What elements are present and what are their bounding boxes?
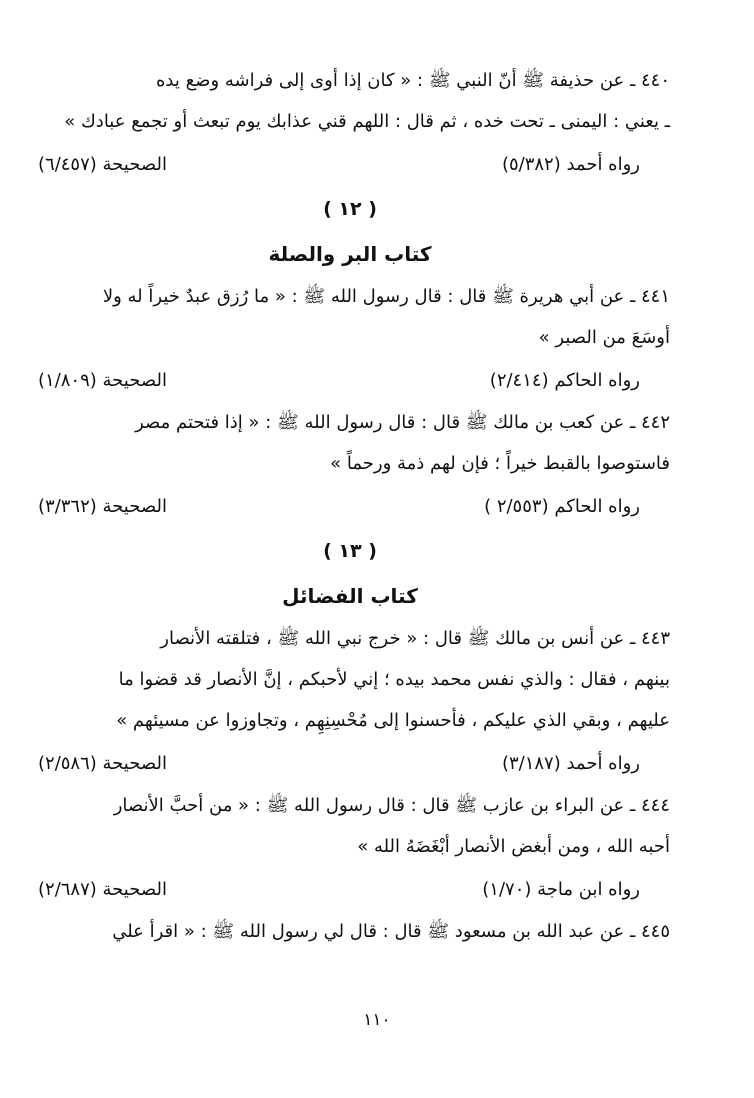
chapter-title-fadail: كتاب الفضائل — [282, 584, 418, 608]
hadith-442-line-2: فاستوصوا بالقبط خيراً ؛ فإن لهم ذمة ورحماً » — [330, 453, 670, 474]
hadith-441-reference — [30, 358, 670, 402]
book-page — [30, 60, 670, 1060]
hadith-442-reference — [30, 484, 670, 528]
hadith-442-grade: الصحيحة (٣/٣٦٢) — [38, 495, 167, 517]
hadith-443-grade: الصحيحة (٢/٥٨٦) — [38, 752, 167, 774]
chapter-title-birr: كتاب البر والصلة — [268, 242, 432, 266]
hadith-441-line-2: أوسَعَ من الصبر » — [538, 327, 670, 348]
section-number-12: ( ١٢ ) — [323, 198, 377, 220]
hadith-443-line-1: ٤٤٣ ـ عن أنس بن مالك ﷺ قال : « خرج نبي الله ﷺ ، فتلقته الأنصار — [160, 628, 670, 649]
hadith-441-source: رواه الحاكم (٢/٤١٤) — [489, 369, 640, 391]
hadith-440-line-1: ٤٤٠ ـ عن حذيفة ﷺ أنّ النبي ﷺ : « كان إذا أوى إلى فراشه وضع يده — [155, 70, 670, 91]
hadith-444-line-1: ٤٤٤ ـ عن البراء بن عازب ﷺ قال : قال رسول الله ﷺ : « من أحبَّ الأنصار — [113, 795, 670, 816]
hadith-443-reference — [30, 741, 670, 785]
hadith-440-reference — [30, 142, 670, 186]
hadith-445-line-1: ٤٤٥ ـ عن عبد الله بن مسعود ﷺ قال : قال لي رسول الله ﷺ : « اقرأ علي — [112, 921, 670, 942]
hadith-440-source: رواه أحمد (٥/٣٨٢) — [501, 153, 640, 175]
hadith-444-reference — [30, 867, 670, 911]
hadith-442-line-1: ٤٤٢ ـ عن كعب بن مالك ﷺ قال : قال رسول الله ﷺ : « إذا فتحتم مصر — [135, 412, 670, 433]
hadith-441-grade: الصحيحة (١/٨٠٩) — [38, 369, 167, 391]
section-number-13: ( ١٣ ) — [323, 540, 377, 562]
hadith-444-grade: الصحيحة (٢/٦٨٧) — [38, 878, 167, 900]
hadith-443-source: رواه أحمد (٣/١٨٧) — [501, 752, 640, 774]
hadith-442-source: رواه الحاكم (٢/٥٥٣ ) — [484, 495, 640, 517]
hadith-444-line-2: أحبه الله ، ومن أبغض الأنصار أبْغَضَهُ الله » — [357, 836, 670, 857]
hadith-444-source: رواه ابن ماجة (١/٧٠) — [482, 878, 640, 900]
hadith-443-line-2: بينهم ، فقال : والذي نفس محمد بيده ؛ إني لأحبكم ، إنَّ الأنصار قد قضوا ما — [118, 669, 670, 690]
hadith-441-line-1: ٤٤١ ـ عن أبي هريرة ﷺ قال : قال رسول الله ﷺ : « ما رُزق عبدٌ خيراً له ولا — [102, 286, 670, 307]
hadith-443-line-3: عليهم ، وبقي الذي عليكم ، فأحسنوا إلى مُحْسِنِهِم ، وتجاوزوا عن مسيئهم » — [116, 710, 670, 731]
hadith-440-grade: الصحيحة (٦/٤٥٧) — [38, 153, 167, 175]
hadith-440-line-2: ـ يعني : اليمنى ـ تحت خده ، ثم قال : اللهم قني عذابك يوم تبعث أو تجمع عبادك » — [64, 111, 670, 132]
page-number: ١١٠ — [363, 1010, 391, 1030]
